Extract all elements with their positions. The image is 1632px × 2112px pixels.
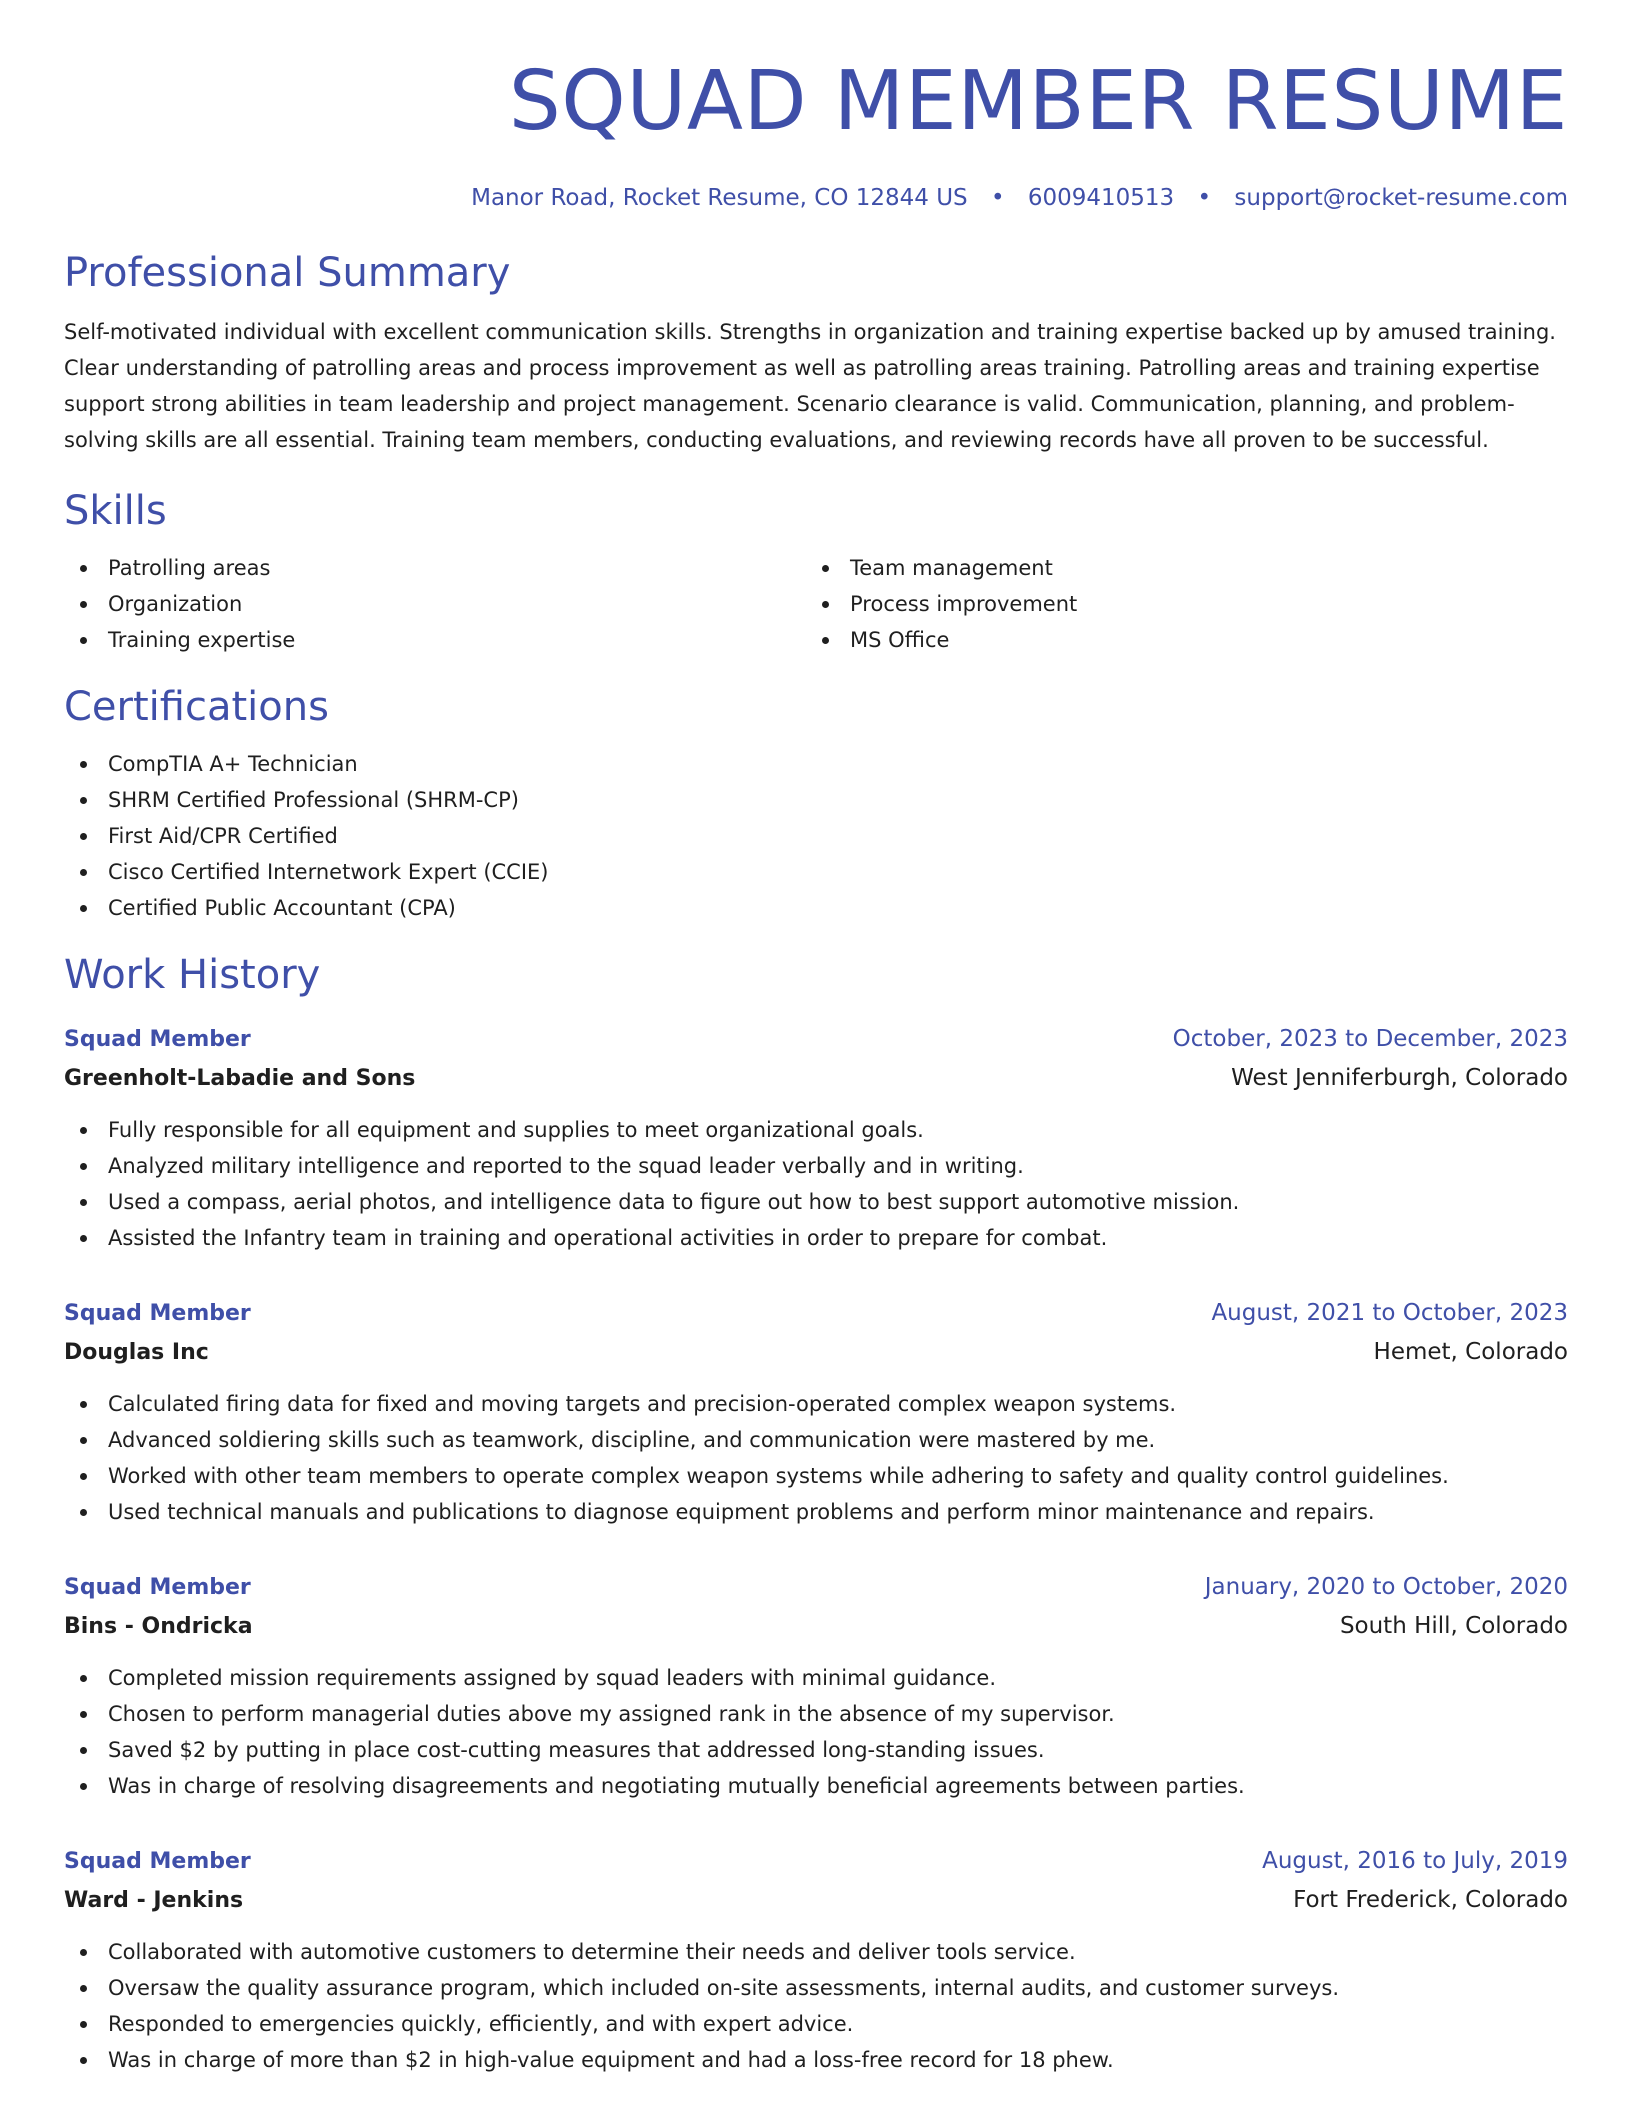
job-title: Squad Member [64, 1575, 251, 1600]
job-company-row [64, 1059, 1568, 1098]
job-entry [64, 1568, 1568, 1804]
job-company: Ward - Jenkins [64, 1888, 244, 1913]
job-company: Greenholt-Labadie and Sons [64, 1066, 416, 1091]
job-duty: Analyzed military intelligence and reported to the squad leader verbally and in writing. [64, 1148, 1568, 1184]
contact-email: support@rocket-resume.com [1234, 185, 1568, 211]
job-company-row [64, 1881, 1568, 1920]
certification-item: Cisco Certified Internetwork Expert (CCIE) [64, 854, 1568, 890]
job-duty: Used technical manuals and publications to diagnose equipment problems and perform minor maintenance and repairs. [64, 1494, 1568, 1530]
job-duty: Advanced soldiering skills such as teamwork, discipline, and communication were mastered by me. [64, 1422, 1568, 1458]
job-duties-list [64, 1112, 1568, 1256]
skill-item: Team management [806, 550, 1548, 586]
job-duty: Oversaw the quality assurance program, which included on-site assessments, internal audits, and customer surveys. [64, 1970, 1568, 2006]
job-duties-list [64, 1386, 1568, 1530]
skill-item: Patrolling areas [64, 550, 806, 586]
job-entry [64, 1020, 1568, 1256]
job-dates: January, 2020 to October, 2020 [1204, 1574, 1568, 1600]
skills-grid [64, 550, 1568, 658]
resume-title: SQUAD MEMBER RESUME [508, 54, 1568, 149]
skills-list-right [806, 550, 1548, 658]
job-duty: Assisted the Infantry team in training and operational activities in order to prepare for combat. [64, 1220, 1568, 1256]
skills-list-left [64, 550, 806, 658]
job-location: South Hill, Colorado [1339, 1613, 1568, 1639]
job-title: Squad Member [64, 1027, 251, 1052]
summary-text: Self-motivated individual with excellent communication skills. Strengths in organization and training expertise backed up by amused training. Clear understanding of patrolling areas and process improvement as well as patrolling areas training. Patrolling areas and training expertise support strong abilities in team leadership and project management. Scenario clearance is valid. Communication, planning, and problem-solving skills are all essential. Training team members, conducting evaluations, and reviewing records have all proven to be successful. [64, 320, 1556, 452]
job-duty: Collaborated with automotive customers to determine their needs and deliver tools service. [64, 1934, 1568, 1970]
job-duty: Saved $2 by putting in place cost-cutting measures that addressed long-standing issues. [64, 1732, 1568, 1768]
section-heading: Certifications [64, 684, 329, 730]
contact-separator: • [990, 185, 1005, 211]
skill-item: MS Office [806, 622, 1548, 658]
job-company: Douglas Inc [64, 1340, 209, 1365]
job-title-row [64, 1568, 1568, 1607]
certification-item: Certified Public Accountant (CPA) [64, 890, 1568, 926]
certifications-section [64, 682, 1568, 926]
job-company-row [64, 1607, 1568, 1646]
skill-item: Process improvement [806, 586, 1548, 622]
contact-address: Manor Road, Rocket Resume, CO 12844 US [471, 185, 968, 211]
job-duty: Calculated firing data for fixed and moving targets and precision-operated complex weapon systems. [64, 1386, 1568, 1422]
job-duty: Completed mission requirements assigned by squad leaders with minimal guidance. [64, 1660, 1568, 1696]
section-heading: Professional Summary [64, 250, 511, 296]
section-heading: Work History [64, 952, 321, 998]
job-title: Squad Member [64, 1849, 251, 1874]
certification-item: First Aid/CPR Certified [64, 818, 1568, 854]
skill-item: Organization [64, 586, 806, 622]
job-title-row [64, 1842, 1568, 1881]
professional-summary-section [64, 248, 1568, 458]
job-dates: August, 2021 to October, 2023 [1211, 1300, 1568, 1326]
skill-item: Training expertise [64, 622, 806, 658]
job-company: Bins - Ondricka [64, 1614, 253, 1639]
contact-line [64, 182, 1568, 214]
job-location: Hemet, Colorado [1373, 1339, 1568, 1365]
certification-item: CompTIA A+ Technician [64, 746, 1568, 782]
skills-section [64, 486, 1568, 658]
job-dates: October, 2023 to December, 2023 [1172, 1026, 1568, 1052]
section-heading: Skills [64, 488, 167, 534]
job-title: Squad Member [64, 1301, 251, 1326]
job-duty: Used a compass, aerial photos, and intelligence data to figure out how to best support automotive mission. [64, 1184, 1568, 1220]
job-location: Fort Frederick, Colorado [1293, 1887, 1568, 1913]
job-duty: Chosen to perform managerial duties above my assigned rank in the absence of my supervisor. [64, 1696, 1568, 1732]
job-title-row [64, 1294, 1568, 1333]
job-location: West Jenniferburgh, Colorado [1231, 1065, 1568, 1091]
job-duties-list [64, 1934, 1568, 2078]
job-duty: Was in charge of more than $2 in high-value equipment and had a loss-free record for 18 phew. [64, 2042, 1568, 2078]
certifications-list [64, 746, 1568, 926]
job-duty: Responded to emergencies quickly, efficiently, and with expert advice. [64, 2006, 1568, 2042]
job-duty: Was in charge of resolving disagreements and negotiating mutually beneficial agreements between parties. [64, 1768, 1568, 1804]
job-entry [64, 1842, 1568, 2078]
job-dates: August, 2016 to July, 2019 [1262, 1848, 1568, 1874]
job-duty: Fully responsible for all equipment and supplies to meet organizational goals. [64, 1112, 1568, 1148]
certification-item: SHRM Certified Professional (SHRM-CP) [64, 782, 1568, 818]
job-title-row [64, 1020, 1568, 1059]
job-entry [64, 1294, 1568, 1530]
work-history-section [64, 950, 1568, 2078]
job-company-row [64, 1333, 1568, 1372]
job-duty: Worked with other team members to operate complex weapon systems while adhering to safety and quality control guidelines. [64, 1458, 1568, 1494]
contact-separator: • [1197, 185, 1212, 211]
job-duties-list [64, 1660, 1568, 1804]
contact-phone: 6009410513 [1027, 185, 1175, 211]
